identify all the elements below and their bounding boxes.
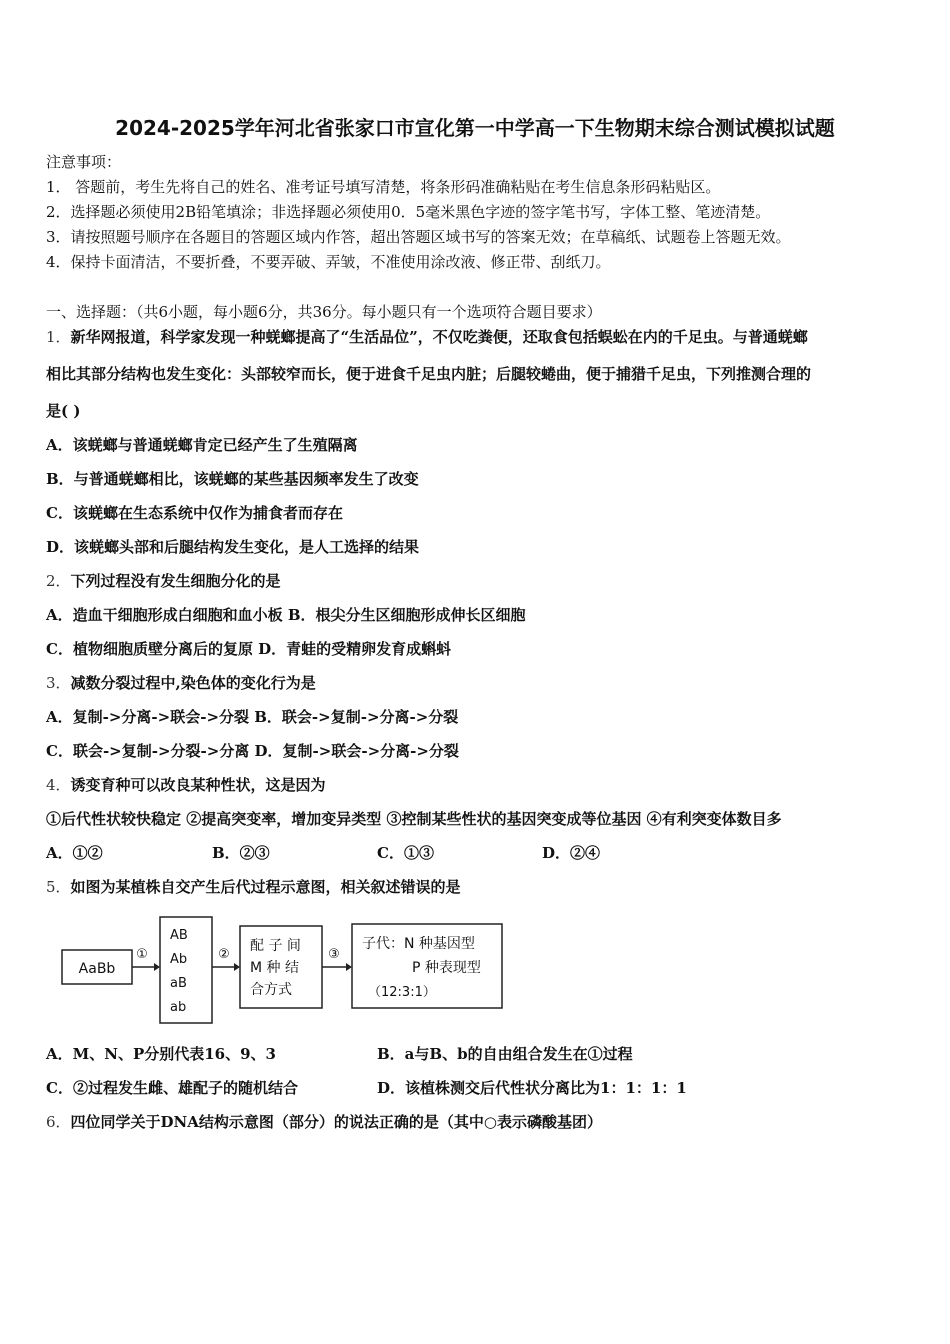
question-2-stem: 下列过程没有发生细胞分化的是 <box>70 572 281 590</box>
gamete-label: Ab <box>170 952 188 967</box>
notice-item: 4．保持卡面清洁，不要折叠，不要弄破、弄皱，不准使用涂改液、修正带、刮纸刀。 <box>46 253 611 271</box>
offspring-genotypes: 子代：N 种基因型 <box>362 936 475 952</box>
question-1-line <box>46 327 808 347</box>
question-5-stem: 如图为某植株自交产生后代过程示意图，相关叙述错误的是 <box>70 878 461 896</box>
q4-option-a: A．①② <box>46 844 103 862</box>
question-1-stem-end: 是( ) <box>46 402 81 420</box>
q2-options-ab: A．造血干细胞形成白细胞和血小板 B．根尖分生区细胞形成伸长区细胞 <box>46 606 526 624</box>
question-3-line <box>46 673 316 693</box>
q1-option-d: D．该蜣螂头部和后腿结构发生变化，是人工选择的结果 <box>46 538 420 556</box>
arrow-3-head <box>346 963 352 971</box>
q3-options-ab: A．复制->分离->联会->分裂 B．联会->复制->分离->分裂 <box>46 708 459 726</box>
section-heading: 一、选择题：（共6小题，每小题6分，共36分。每小题只有一个选项符合题目要求） <box>46 303 602 321</box>
combination-line: M 种 结 <box>250 960 299 976</box>
q5-option-d: D．该植株测交后代性状分离比为1：1：1：1 <box>377 1079 687 1097</box>
arrow-1-head <box>154 963 160 971</box>
question-2-number: 2． <box>46 572 71 590</box>
self-cross-diagram <box>58 912 518 1032</box>
page-title: 2024-2025学年河北省张家口市宣化第一中学高一下生物期末综合测试模拟试题 <box>115 116 835 140</box>
step-2-label: ② <box>218 947 230 962</box>
question-4-number: 4． <box>46 776 71 794</box>
gamete-label: ab <box>170 1000 187 1015</box>
question-1-number: 1． <box>46 328 71 346</box>
q4-option-b: B．②③ <box>212 844 270 862</box>
q5-option-a: A．M、N、P分别代表16、9、3 <box>46 1045 276 1063</box>
question-4-stem: 诱变育种可以改良某种性状，这是因为 <box>70 776 326 794</box>
question-3-stem: 减数分裂过程中,染色体的变化行为是 <box>70 674 316 692</box>
q1-option-a: A．该蜣螂与普通蜣螂肯定已经产生了生殖隔离 <box>46 436 358 454</box>
q1-option-c: C．该蜣螂在生态系统中仅作为捕食者而存在 <box>46 504 343 522</box>
question-6-line <box>46 1112 602 1132</box>
notice-item: 2．选择题必须使用2B铅笔填涂；非选择题必须使用0．5毫米黑色字迹的签字笔书写，字体工整、笔迹清楚。 <box>46 203 771 221</box>
question-1-stem-cont: 相比其部分结构也发生变化：头部较窄而长，便于进食千足虫内脏；后腿较蜷曲，便于捕猎千足虫，下列推测合理的 <box>46 365 812 383</box>
gamete-label: aB <box>170 976 187 991</box>
question-1-stem: 新华网报道，科学家发现一种蜣螂提高了“生活品位”，不仅吃粪便，还取食包括蜈蚣在内的千足虫。与普通蜣螂 <box>70 328 808 346</box>
gamete-label: AB <box>170 928 188 943</box>
notice-item: 3．请按照题号顺序在各题目的答题区域内作答，超出答题区域书写的答案无效；在草稿纸、试题卷上答题无效。 <box>46 228 791 246</box>
question-4-line <box>46 775 326 795</box>
question-3-number: 3． <box>46 674 71 692</box>
step-3-label: ③ <box>328 947 340 962</box>
offspring-phenotypes: P 种表现型 <box>412 960 481 976</box>
notice-heading: 注意事项： <box>46 153 122 171</box>
parent-genotype: AaBb <box>78 961 116 977</box>
q3-options-cd: C．联会->复制->分裂->分离 D．复制->联会->分离->分裂 <box>46 742 459 760</box>
combination-line: 配 子 间 <box>250 938 301 954</box>
step-1-label: ① <box>136 947 148 962</box>
question-6-number: 6． <box>46 1113 71 1131</box>
question-6-stem: 四位同学关于DNA结构示意图（部分）的说法正确的是（其中○表示磷酸基团） <box>70 1113 602 1131</box>
arrow-2-head <box>234 963 240 971</box>
question-5-line <box>46 877 461 897</box>
q5-option-b: B．a与B、b的自由组合发生在①过程 <box>377 1045 633 1063</box>
q4-statements: ①后代性状较快稳定 ②提高突变率，增加变异类型 ③控制某些性状的基因突变成等位基因 ④有利突变体数目多 <box>46 810 782 828</box>
offspring-ratio: （12:3:1） <box>368 985 436 1000</box>
q4-option-d: D．②④ <box>542 844 601 862</box>
combination-line: 合方式 <box>250 982 292 998</box>
q1-option-b: B．与普通蜣螂相比，该蜣螂的某些基因频率发生了改变 <box>46 470 419 488</box>
q4-option-c: C．①③ <box>377 844 434 862</box>
q5-option-c: C．②过程发生雌、雄配子的随机结合 <box>46 1079 298 1097</box>
q2-options-cd: C．植物细胞质壁分离后的复原 D．青蛙的受精卵发育成蝌蚪 <box>46 640 452 658</box>
question-2-line <box>46 571 281 591</box>
notice-item: 1． 答题前，考生先将自己的姓名、准考证号填写清楚，将条形码准确粘贴在考生信息条形码粘贴区。 <box>46 178 721 196</box>
question-5-number: 5． <box>46 878 71 896</box>
